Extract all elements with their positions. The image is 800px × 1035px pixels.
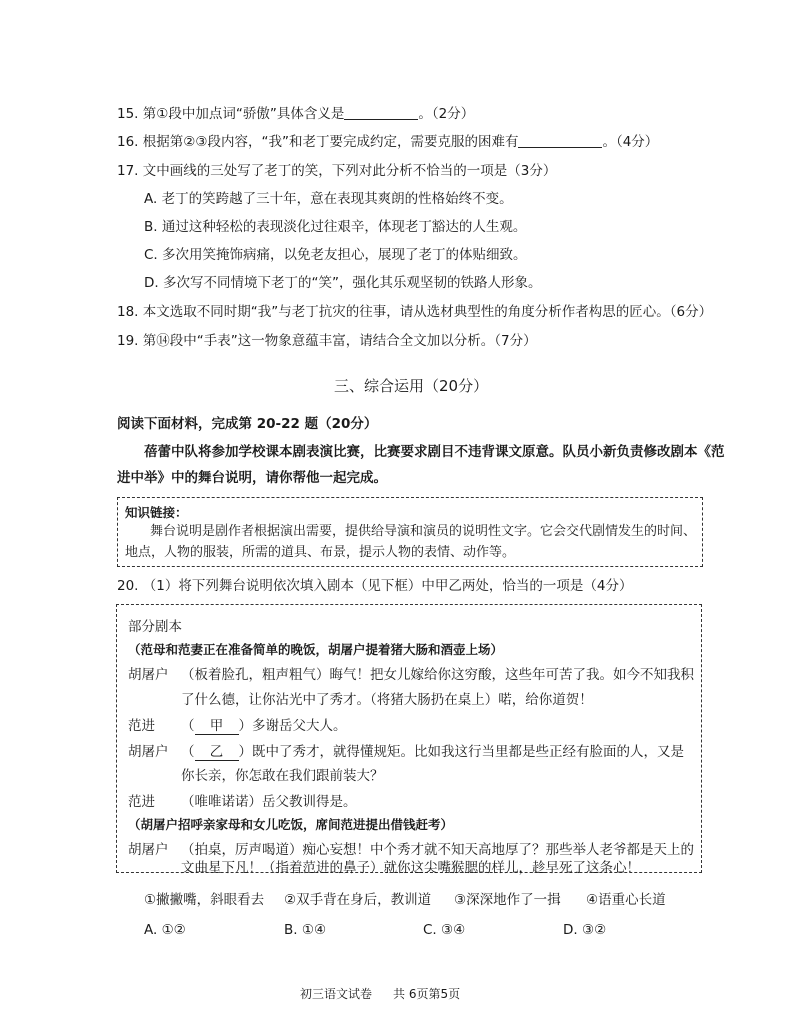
question-17-stem: 17. 文中画线的三处写了老丁的笑，下列对此分析不恰当的一项是（3分）: [117, 163, 557, 179]
stage-direction-1: （范母和范妻正在准备简单的晚饭，胡屠户提着猪大肠和酒壶上场）: [128, 642, 504, 657]
paren-open: （: [181, 718, 195, 734]
section-title: 三、综合运用（20分）: [334, 377, 489, 395]
dialogue-hu-3-line-1: （拍桌，厉声喝道）痴心妄想！中个秀才就不知天高地厚了？那些举人老爷都是天上的: [181, 842, 694, 858]
blank-jia: 甲: [195, 718, 239, 735]
option-c: C. 多次用笑掩饰病痛，以免老友担心，展现了老丁的体贴细致。: [144, 247, 527, 263]
stage-direction-2: （胡屠户招呼亲家母和女儿吃饭，席间范进提出借钱赶考）: [128, 817, 454, 832]
choice-item-3: ③深深地作了一揖: [454, 892, 561, 908]
choice-item-1: ①撇撇嘴，斜眼看去: [144, 892, 265, 908]
answer-blank: [518, 133, 602, 148]
question-15: [117, 104, 474, 124]
option-a: A. 老丁的笑跨越了三十年，意在表现其爽朗的性格始终不变。: [144, 191, 513, 207]
speaker-hu-1: 胡屠户: [128, 667, 169, 683]
material-paragraph-line-2: 进中举》中的舞台说明，请你帮他一起完成。: [117, 470, 387, 486]
answer-blank: [344, 105, 418, 120]
dialogue-hu-2-text: ）既中了秀才，就得懂规矩。比如我这行当里都是些正经有脸面的人，又是: [238, 744, 684, 760]
knowledge-title: 知识链接：: [125, 505, 188, 520]
blank-yi: 乙: [195, 744, 239, 761]
question-16-text: 16. 根据第②③段内容，“我”和老丁要完成约定，需要克服的困难有: [117, 134, 519, 150]
dialogue-hu-1-line-1: （板着脸孔，粗声粗气）晦气！把女儿嫁给你这穷酸，这些年可苦了我。如今不知我积: [181, 667, 694, 683]
option-d: D. 多次写不同情境下老丁的“笑”，强化其乐观坚韧的铁路人形象。: [144, 275, 542, 291]
footer-exam-name: 初三语文试卷: [300, 987, 373, 1001]
knowledge-line-1: 舞台说明是剧作者根据演出需要，提供给导演和演员的说明性文字。它会交代剧情发生的时间、: [150, 524, 697, 539]
choice-item-2: ②双手背在身后，教训道: [284, 892, 432, 908]
question-15-score: 。（2分）: [418, 106, 475, 122]
dialogue-hu-3-line-2: 文曲星下凡！（指着范进的鼻子）就你这尖嘴猴腮的样儿，趁早死了这条心！: [181, 860, 640, 876]
speaker-fan-1: 范进: [128, 718, 155, 734]
dialogue-fan-1-text: ）多谢岳父大人。: [238, 718, 347, 734]
reading-instruction: 阅读下面材料，完成第 20-22 题（20分）: [117, 416, 378, 432]
dialogue-fan-1: [181, 716, 347, 736]
dialogue-hu-1-line-2: 了什么德，让你沾光中了秀才。（将猪大肠扔在桌上）喏，给你道贺！: [181, 692, 593, 708]
paren-open: （: [181, 744, 195, 760]
question-15-text: 15. 第①段中加点词“骄傲”具体含义是: [117, 106, 345, 122]
question-16-score: 。（4分）: [602, 134, 659, 150]
question-20-stem: 20. （1）将下列舞台说明依次填入剧本（见下框）中甲乙两处，恰当的一项是（4分）: [117, 578, 633, 594]
dialogue-hu-2-line-2: 你长亲，你怎敢在我们跟前装大？: [181, 768, 384, 784]
dialogue-fan-2: （唯唯诺诺）岳父教训得是。: [181, 794, 357, 810]
answer-option-c: C. ③④: [423, 922, 466, 938]
knowledge-line-2: 地点，人物的服装，所需的道具、布景，提示人物的表情、动作等。: [125, 545, 516, 560]
speaker-hu-2: 胡屠户: [128, 744, 169, 760]
footer-page-number: 共 6页第5页: [393, 987, 461, 1001]
speaker-fan-2: 范进: [128, 794, 155, 810]
answer-option-b: B. ①④: [284, 922, 327, 938]
choice-item-4: ④语重心长道: [586, 892, 666, 908]
question-16: [117, 132, 658, 152]
question-18: 18. 本文选取不同时期“我”与老丁抗灾的往事，请从选材典型性的角度分析作者构思的匠心。（6分）: [117, 304, 713, 320]
answer-option-d: D. ③②: [563, 922, 607, 938]
material-paragraph-line-1: 蓓蕾中队将参加学校课本剧表演比赛，比赛要求剧目不违背课文原意。队员小新负责修改剧本《范: [144, 444, 725, 460]
script-heading: 部分剧本: [128, 619, 182, 635]
option-b: B. 通过这种轻松的表现淡化过往艰辛，体现老丁豁达的人生观。: [144, 219, 527, 235]
question-19: 19. 第⑭段中“手表”这一物象意蕴丰富，请结合全文加以分析。（7分）: [117, 333, 537, 349]
answer-option-a: A. ①②: [144, 922, 186, 938]
dialogue-hu-2-line-1: [181, 742, 684, 762]
speaker-hu-3: 胡屠户: [128, 842, 169, 858]
